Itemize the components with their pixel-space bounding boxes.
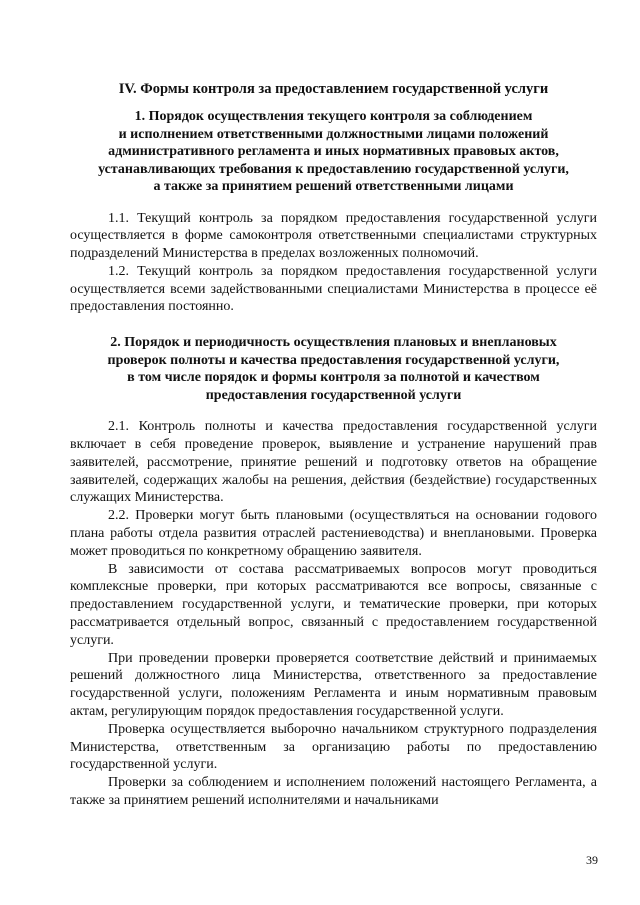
subsection-1-title-line: 1. Порядок осуществления текущего контроля за соблюдением: [134, 109, 533, 124]
subsection-2-title-line: в том числе порядок и формы контроля за полнотой и качеством: [127, 370, 540, 386]
paragraph-inspection-scope: При проведении проверки проверяется соответствие действий и принимаемых решений должностного лица Министерства, ответственного за предоставление государственной услуги, положениям Регламента и иным нормативным правовым актам, регулирующим порядок предоставления государственной услуги.: [70, 650, 597, 720]
paragraph-1-1: 1.1. Текущий контроль за порядком предоставления государственной услуги осуществляется в форме самоконтроля ответственными специалистами структурных подразделений Министерства в пределах возложенных полномочий.: [70, 210, 597, 262]
paragraph-2-2: 2.2. Проверки могут быть плановыми (осуществляться на основании годового плана работы отдела развития отраслей растениеводства) и внеплановыми. Проверка может проводиться по конкретному обращению заявителя.: [70, 508, 597, 559]
paragraph-inspection-continued: Проверки за соблюдением и исполнением положений настоящего Регламента, а также за принятием решений исполнителями и начальниками: [70, 775, 597, 809]
page-content: [70, 80, 597, 810]
subsection-2-title-line: проверок полноты и качества предоставления государственной услуги,: [107, 352, 560, 368]
subsection-2-title: [70, 334, 597, 404]
subsection-1-title: [70, 108, 597, 196]
subsection-2-title-line: 2. Порядок и периодичность осуществления плановых и внеплановых: [110, 335, 557, 351]
section-title: IV. Формы контроля за предоставлением государственной услуги: [118, 81, 549, 97]
subsection-1-title-line: административного регламента и иных нормативных правовых актов,: [108, 144, 559, 159]
paragraph-inspection-types: В зависимости от состава рассматриваемых вопросов могут проводиться комплексные проверки, при которых рассматриваются все вопросы, связанные с предоставлением государственной услуги, и тематические проверки, при которых рассматривается отдельный вопрос, связанный с предоставлением государственной услуги.: [70, 561, 597, 648]
spacer: [70, 316, 597, 334]
subsection-1-title-line: а также за принятием решений ответственными лицами: [153, 179, 514, 194]
paragraph-1-2: 1.2. Текущий контроль за порядком предоставления государственной услуги осуществляется всеми задействованными специалистами Министерства в процессе её предоставления постоянно.: [70, 263, 597, 315]
subsection-2-title-line: предоставления государственной услуги: [205, 387, 462, 403]
page-number: 39: [586, 853, 598, 867]
paragraph-2-1: 2.1. Контроль полноты и качества предоставления государственной услуги включает в себя проведение проверок, выявление и устранение нарушений прав заявителей, рассмотрение, принятие решений и подготовку ответов на обращение заявителей, содержащих жалобы на решения, действия (бездействие) государственных служащих Министерства.: [70, 419, 597, 506]
paragraph-inspection-performer: Проверка осуществляется выборочно начальником структурного подразделения Министерства, ответственным за организацию работы по предоставлению государственной услуги.: [70, 721, 597, 773]
subsection-1-title-line: устанавливающих требования к предоставлению государственной услуги,: [98, 161, 569, 177]
subsection-1-title-line: и исполнением ответственными должностными лицами положений: [118, 126, 549, 142]
